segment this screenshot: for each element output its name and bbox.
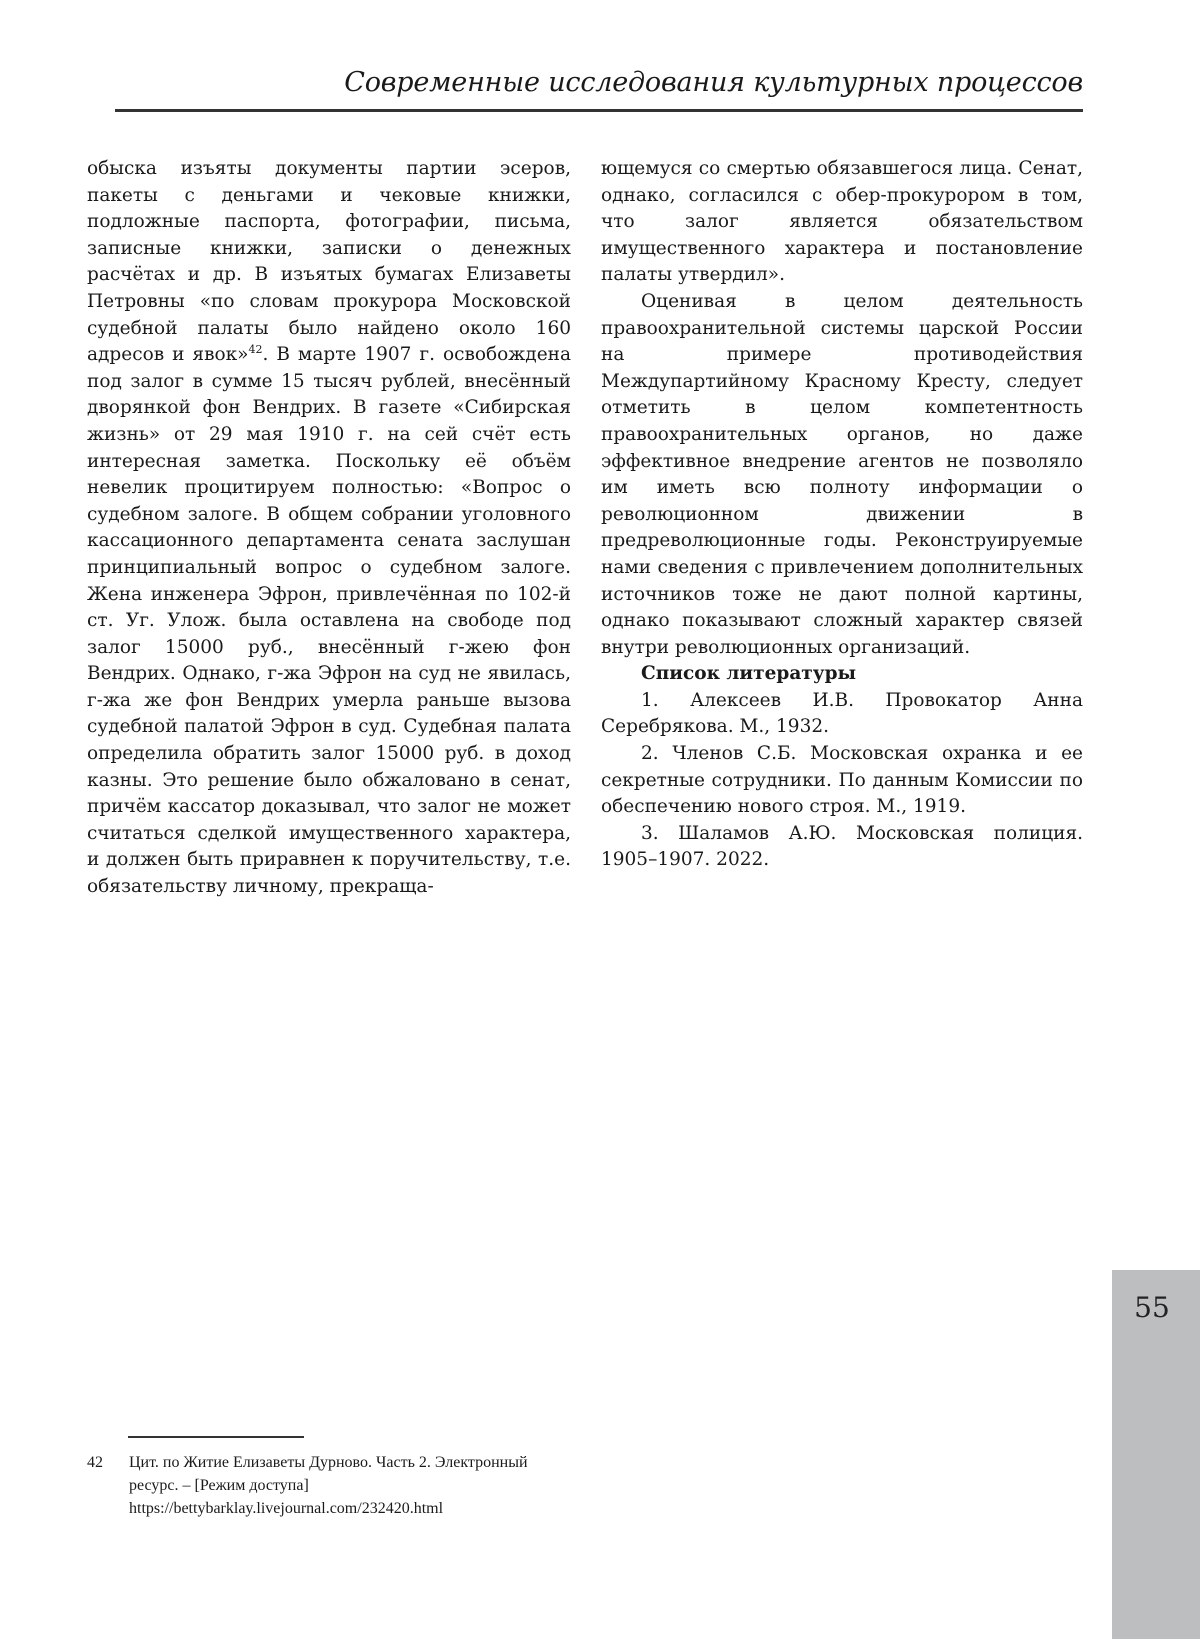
paragraph-continuation: [87, 156, 571, 901]
footnote-number: 42: [87, 1454, 103, 1471]
footnote-text: Цит. по Житие Елизаветы Дурново. Часть 2. Электронный ресурс. – [Режим доступа] https://bettybarklay.livejournal.com/232420.html: [129, 1454, 528, 1517]
footnote-reference[interactable]: 42: [248, 343, 263, 356]
page-number: 55: [1134, 1291, 1170, 1324]
page-number-tab: [1112, 1270, 1200, 1639]
bibliography-item: 3. Шаламов А.Ю. Московская полиция. 1905–1907. 2022.: [601, 822, 1083, 871]
right-column: [601, 156, 1083, 874]
footnote-separator: [128, 1436, 304, 1438]
paragraph-continuation: ющемуся со смертью обязавшегося лица. Сенат, однако, согласился с обер-прокурором в том, что залог является обязательством имущественного характера и постановление палаты утвердил».: [601, 158, 1083, 286]
paragraph-conclusion: Оценивая в целом деятельность правоохранительной системы царской России на примере противодействия Междупартийному Красному Кресту, следует отметить в целом компетентность правоохранительных органов, но даже эффективное внедрение агентов не позволяло им иметь всю полноту информации о революционном движении в предреволюционные годы. Реконструируемые нами сведения с привлечением дополнительных источников тоже не дают полной картины, однако показывают сложный характер связей внутри революционных организаций.: [601, 290, 1083, 658]
header-rule: [115, 109, 1083, 112]
left-column: [87, 156, 571, 901]
paragraph-text: . В марте 1907 г. освобождена под залог в сумме 15 тысяч рублей, внесённый дворянкой фон Вендрих. В газете «Сибирская жизнь» от 29 мая 1910 г. на сей счёт есть интересная заметка. Поскольку её объём невелик процитируем полностью: «Вопрос о судебном залоге. В общем собрании уголовного кассационного департамента сената заслушан принципиальный вопрос о судебном залоге. Жена инженера Эфрон, привлечённая по 102-й ст. Уг. Улож. была оставлена на свободе под залог 15000 руб., внесённый г-жею фон Вендрих. Однако, г-жа Эфрон на суд не явилась, г-жа же фон Вендрих умерла раньше вызова судебной палатой Эфрон в суд. Судебная палата определила обратить залог 15000 руб. в доход казны. Это решение было обжаловано в сенат, причём кассатор доказывал, что залог не может считаться сделкой имущественного характера, и должен быть приравнен к поручительству, т.е. обязательству личному, прекраща-: [87, 344, 571, 898]
bibliography-item: 1. Алексеев И.В. Провокатор Анна Серебрякова. М., 1932.: [601, 689, 1083, 738]
paragraph-text: обыска изъяты документы партии эсеров, пакеты с деньгами и чековые книжки, подложные паспорта, фотографии, письма, записные книжки, записки о денежных расчётах и др. В изъятых бумагах Елизаветы Петровны «по словам прокурора Московской судебной палаты было найдено около 160 адресов и явок»: [87, 158, 571, 366]
bibliography-heading: Список литературы: [641, 663, 857, 685]
running-header: Современные исследования культурных процессов: [344, 67, 1083, 98]
footnote: [87, 1452, 571, 1520]
bibliography-item: 2. Членов С.Б. Московская охранка и ее секретные сотрудники. По данным Комиссии по обеспечению нового строя. М., 1919.: [601, 743, 1083, 818]
